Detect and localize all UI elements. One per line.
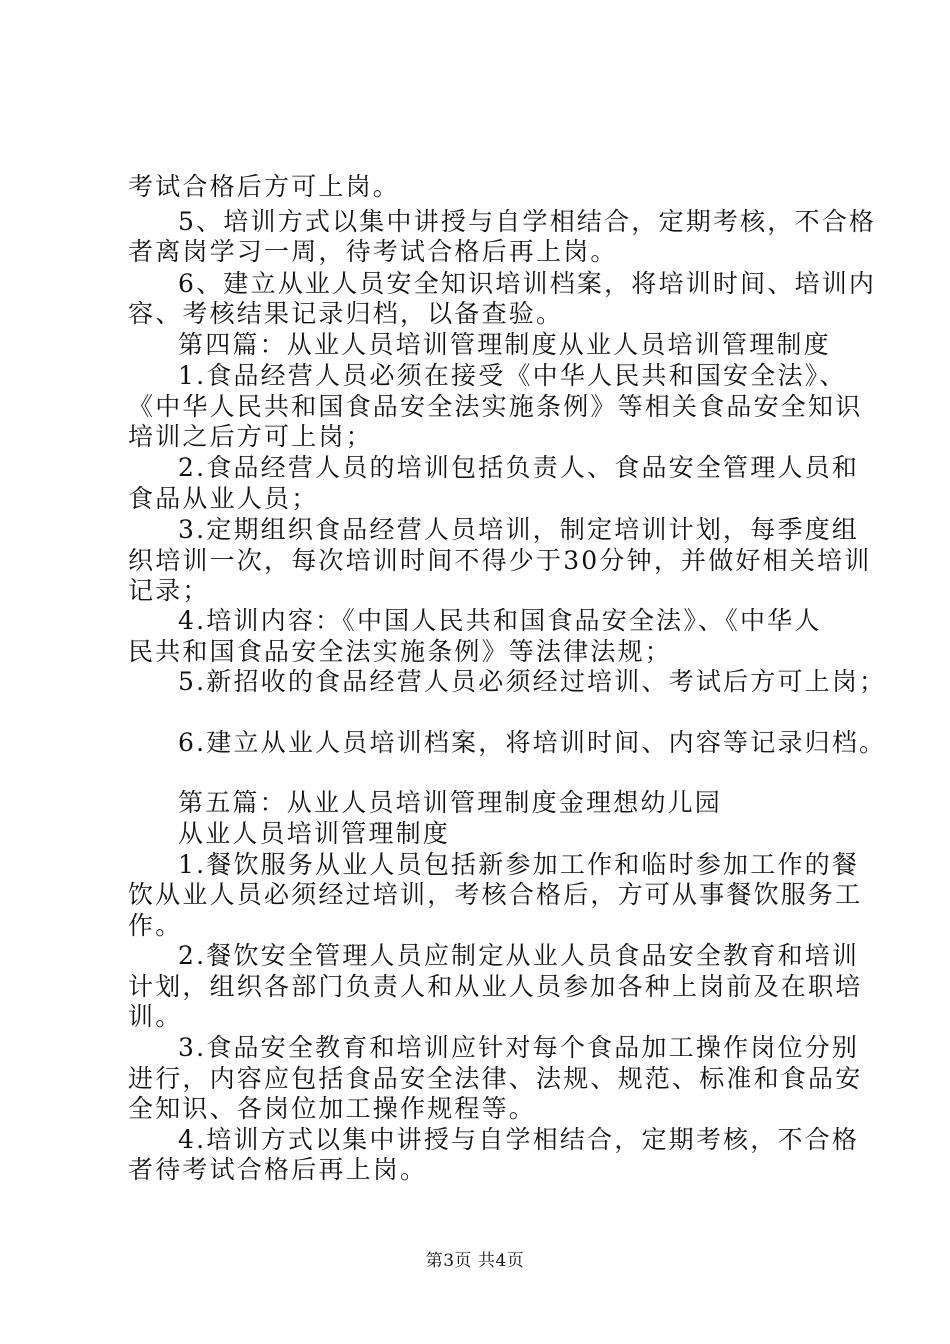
text-line: 织培训一次，每次培训时间不得少于30分钟，并做好相关培训 [128,546,872,575]
text-line: 3.定期组织食品经营人员培训，制定培训计划，每季度组 [178,515,860,544]
text-line: 2.食品经营人员的培训包括负责人、食品安全管理人员和 [178,453,860,482]
text-line: 进行，内容应包括食品安全法律、法规、规范、标准和食品安 [128,1064,863,1093]
text-line: 4.培训方式以集中讲授与自学相结合，定期考核，不合格 [178,1125,860,1154]
text-line: 培训之后方可上岗； [128,422,373,451]
text-line: 4.培训内容：《中国人民共和国食品安全法》、《中华人 [178,606,822,635]
text-line: 者待考试合格后再上岗。 [128,1155,428,1184]
text-line: 者离岗学习一周，待考试合格后再上岗。 [128,237,618,266]
text-line: 食品从业人员； [128,484,319,513]
text-line: 5、培训方式以集中讲授与自学相结合，定期考核，不合格 [178,207,877,236]
text-line: 容、考核结果记录归档，以备查验。 [128,299,564,328]
section-heading: 第四篇：从业人员培训管理制度从业人员培训管理制度 [178,330,831,359]
text-line: 5.新招收的食品经营人员必须经过培训、考试后方可上岗； [178,667,887,696]
page-footer: 第3页 共4页 [425,1251,525,1271]
text-line: 考试合格后方可上岗。 [128,172,401,201]
text-line: 6、建立从业人员安全知识培训档案，将培训时间、培训内 [178,269,877,298]
text-line: 作。 [128,911,183,940]
text-line: 1.餐饮服务从业人员包括新参加工作和临时参加工作的餐 [178,850,860,879]
text-line: 民共和国食品安全法实施条例》等法律法规； [128,637,673,666]
text-line: 饮从业人员必须经过培训，考核合格后，方可从事餐饮服务工 [128,880,863,909]
text-line: 计划，组织各部门负责人和从业人员参加各种上岗前及在职培 [128,972,863,1001]
section-subheading: 从业人员培训管理制度 [178,819,451,848]
text-line: 1.食品经营人员必须在接受《中华人民共和国安全法》、 [178,361,847,390]
text-line: 训。 [128,1002,183,1031]
text-line: 《中华人民共和国食品安全法实施条例》等相关食品安全知识 [128,392,863,421]
text-line: 6.建立从业人员培训档案，将培训时间、内容等记录归档。 [178,728,887,757]
text-line: 3.食品安全教育和培训应针对每个食品加工操作岗位分别 [178,1033,860,1062]
section-heading: 第五篇：从业人员培训管理制度金理想幼儿园 [178,788,723,817]
text-line: 全知识、各岗位加工操作规程等。 [128,1094,537,1123]
text-line: 记录； [128,576,210,605]
text-line: 2.餐饮安全管理人员应制定从业人员食品安全教育和培训 [178,941,860,970]
